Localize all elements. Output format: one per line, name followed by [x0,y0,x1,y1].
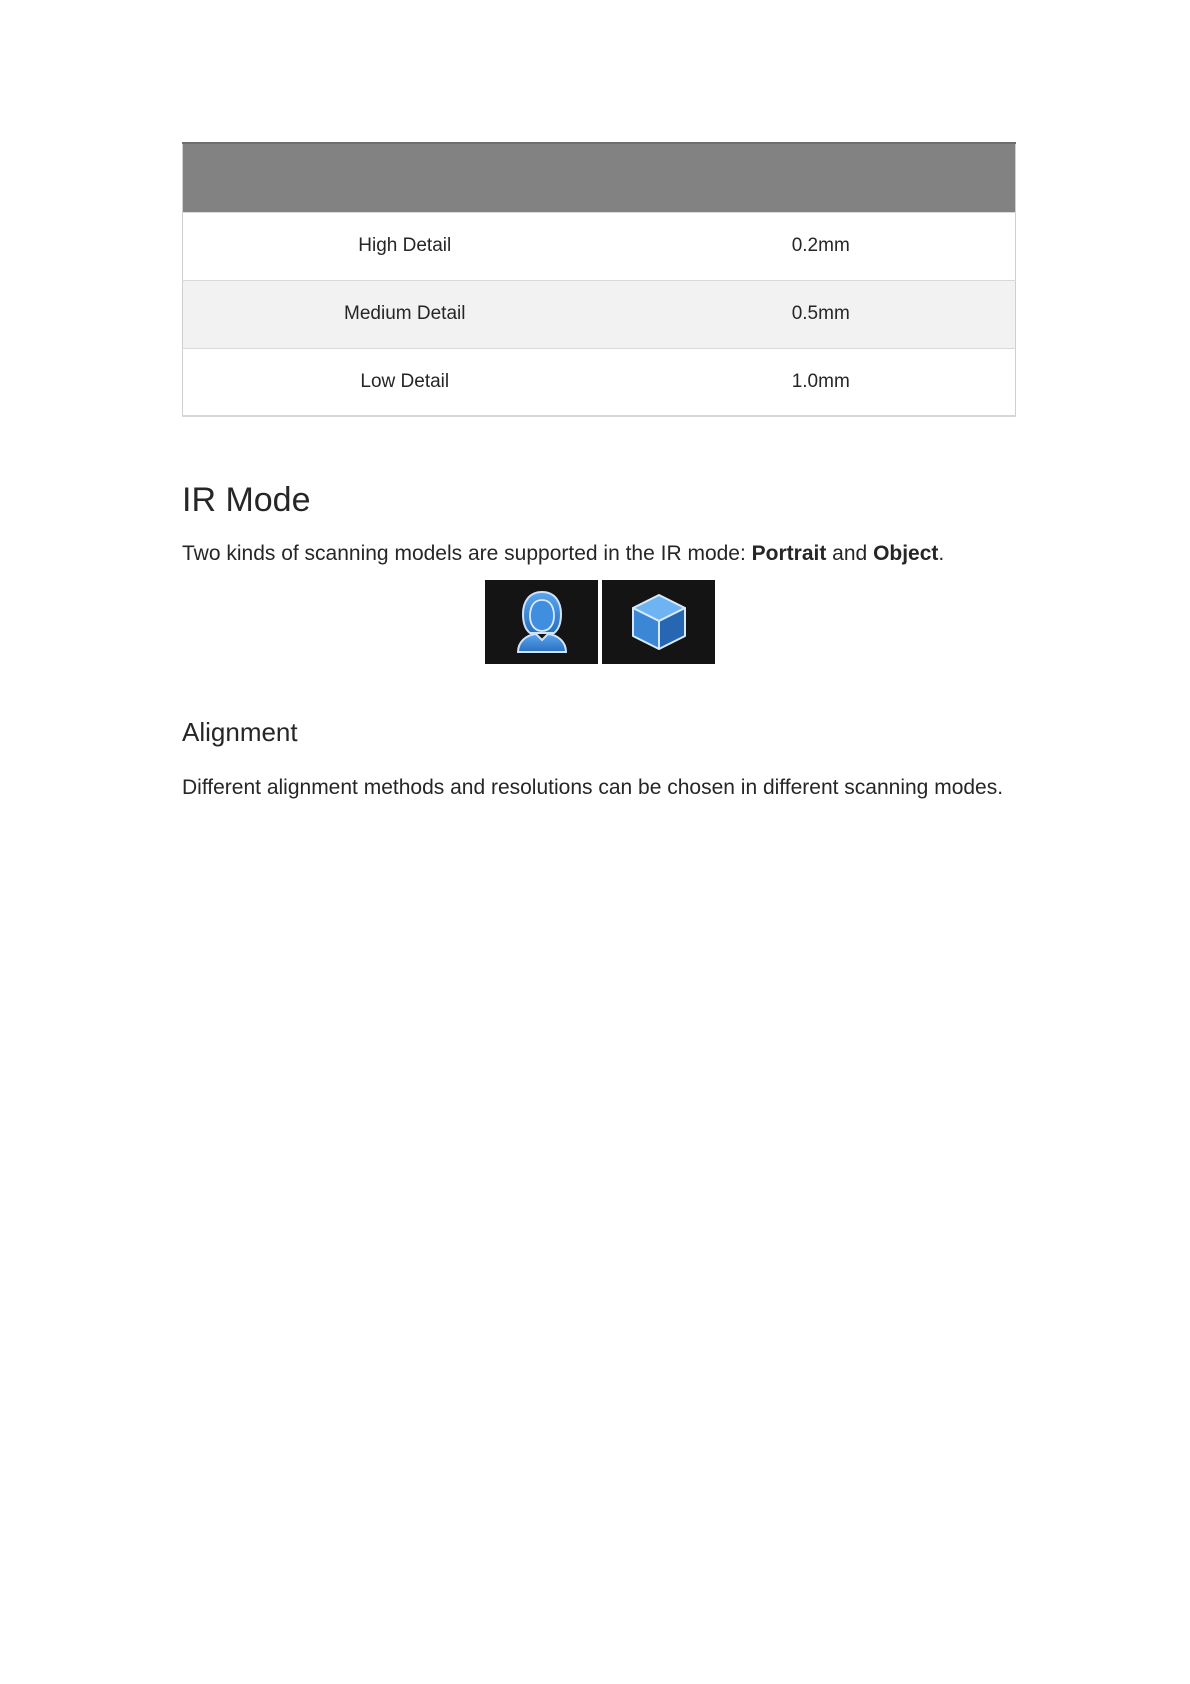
table-row [183,348,1016,416]
table-header [183,143,1016,212]
resolution-cell: 1.0mm [627,348,1016,416]
document-page [182,142,1016,802]
table-header-cell [627,143,1016,212]
table-row [183,280,1016,348]
object-term: Object [873,542,939,565]
portrait-term: Portrait [751,542,827,565]
detail-level-cell: Low Detail [183,348,627,416]
table-header-cell [183,143,627,212]
resolution-cell: 0.5mm [627,280,1016,348]
resolution-cell: 0.2mm [627,212,1016,280]
detail-level-cell: High Detail [183,212,627,280]
ir-mode-heading: IR Mode [182,481,311,519]
ir-mode-description [182,540,1016,568]
detail-level-cell: Medium Detail [183,280,627,348]
object-cube-icon [602,580,715,664]
ir-desc-suffix: . [938,542,945,565]
alignment-heading: Alignment [182,717,298,747]
ir-desc-conjunction: and [826,542,874,565]
alignment-description: Different alignment methods and resolutions can be chosen in different scanning modes. [182,776,1004,799]
portrait-icon [485,580,598,664]
resolution-table [182,142,1016,417]
table-row [183,212,1016,280]
ir-desc-prefix: Two kinds of scanning models are supported in the IR mode: [182,542,752,565]
scan-mode-icons [182,580,1016,664]
